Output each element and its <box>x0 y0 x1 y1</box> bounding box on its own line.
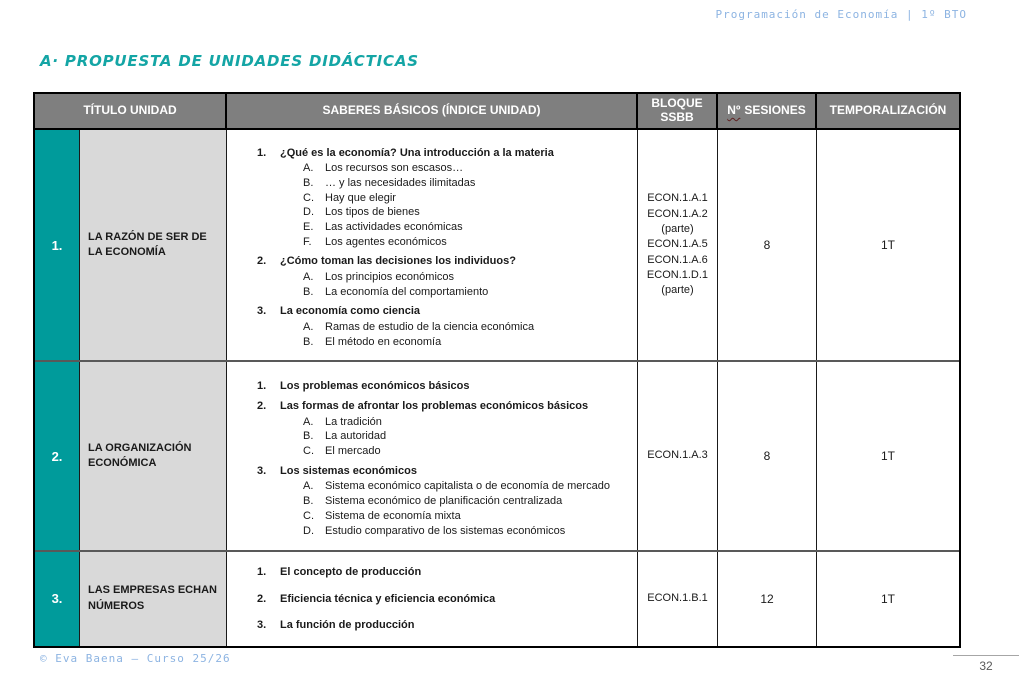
document-running-header <box>715 8 967 21</box>
subtopic-item: A. Ramas de estudio de la ciencia económica <box>303 320 535 333</box>
topic-item: 1. Los problemas económicos básicos <box>257 379 470 392</box>
subtopic-item: A. Los principios económicos <box>303 270 455 283</box>
unit-title: LA RAZÓN DE SER DE LA ECONOMÍA <box>80 130 227 360</box>
subtopic-item: C. El mercado <box>303 445 381 458</box>
unit-topics <box>227 362 638 550</box>
subtopic-item: E. Las actividades económicas <box>303 221 463 233</box>
subtopic-item: B. Sistema económico de planificación centralizada <box>303 495 563 508</box>
unit-bloque <box>638 362 718 550</box>
unit-sesiones: 8 <box>718 130 817 360</box>
unit-title: LA ORGANIZACIÓN ECONÓMICA <box>80 362 227 550</box>
unit-sesiones: 8 <box>718 362 817 550</box>
table-header-row <box>35 94 959 130</box>
bloque-code-line: ECON.1.D.1 <box>646 269 709 282</box>
subtopic-item: C. Hay que elegir <box>303 191 396 204</box>
table-row <box>35 552 959 646</box>
topic-item: 3. La función de producción <box>257 619 415 632</box>
subtopic-item: A. La tradición <box>303 415 382 428</box>
unit-temporalizacion: 1T <box>880 591 895 606</box>
unit-number: 3. <box>35 552 80 646</box>
bloque-header-line2: SSBB <box>660 110 694 124</box>
section-title: A· PROPUESTA DE UNIDADES DIDÁCTICAS <box>40 52 419 70</box>
bloque-header-line1: BLOQUE <box>651 96 703 111</box>
bloque-code-line: ECON.1.A.3 <box>647 449 708 462</box>
topic-item: 1. El concepto de producción <box>257 566 422 578</box>
unit-topics <box>227 130 638 360</box>
subtopic-item: F. Los agentes económicos <box>303 235 447 248</box>
bloque-code-line: ECON.1.A.1 <box>647 192 708 205</box>
subtopic-item: A. Sistema económico capitalista o de economía de mercado <box>303 480 610 493</box>
subtopic-item: B. La economía del comportamiento <box>303 285 489 298</box>
column-header-saberes-basicos: SABERES BÁSICOS (ÍNDICE UNIDAD) <box>227 94 638 128</box>
subtopic-item: D. Estudio comparativo de los sistemas económicos <box>303 524 566 537</box>
spellcheck-squiggle-text: Nº <box>727 103 741 118</box>
column-header-titulo-unidad: TÍTULO UNIDAD <box>35 94 227 128</box>
bloque-code-line: (parte) <box>661 284 694 297</box>
subtopic-item: C. Sistema de economía mixta <box>303 509 461 522</box>
table-row <box>35 130 959 362</box>
unit-title: LAS EMPRESAS ECHAN NÚMEROS <box>80 552 227 646</box>
column-header-num-sesiones <box>718 94 817 128</box>
unit-temporalizacion: 1T <box>880 449 895 463</box>
unit-bloque <box>638 130 718 360</box>
bloque-code-line: ECON.1.A.2 <box>647 207 708 220</box>
doc-title: Programación de Economía | 1º BTO <box>715 8 967 21</box>
unit-number: 2. <box>35 362 80 550</box>
unit-number: 1. <box>35 130 80 360</box>
sesiones-header-label: SESIONES <box>744 103 806 118</box>
topic-item: 2. ¿Cómo toman las decisiones los individuos? <box>257 255 516 268</box>
bloque-code-line: ECON.1.B.1 <box>647 592 708 605</box>
subtopic-item: B. La autoridad <box>303 430 387 443</box>
units-table <box>33 92 961 648</box>
topic-item: 2. Eficiencia técnica y eficiencia económica <box>257 592 496 605</box>
unit-temporalizacion: 1T <box>880 238 895 252</box>
topic-item: 2. Las formas de afrontar los problemas económicos básicos <box>257 400 589 413</box>
units-table-body <box>35 130 959 646</box>
page-number: 32 <box>953 655 1019 673</box>
subtopic-item: A. Los recursos son escasos… <box>303 162 464 175</box>
topic-item: 3. Los sistemas económicos <box>257 464 417 477</box>
subtopic-item: B. … y las necesidades ilimitadas <box>303 176 476 189</box>
bloque-code-line: ECON.1.A.5 <box>647 238 708 251</box>
column-header-temporalizacion: TEMPORALIZACIÓN <box>829 103 947 118</box>
topic-item: 1. ¿Qué es la economía? Una introducción a la materia <box>257 146 554 159</box>
subtopic-item: B. El método en economía <box>303 335 442 348</box>
footer-credit: © Eva Baena – Curso 25/26 <box>40 652 231 665</box>
subtopic-item: D. Los tipos de bienes <box>303 206 420 219</box>
bloque-code-line: ECON.1.A.6 <box>647 253 708 266</box>
topic-item: 3. La economía como ciencia <box>257 305 420 318</box>
column-header-bloque-ssbb <box>638 94 718 128</box>
unit-bloque <box>638 552 718 646</box>
bloque-code-line: (parte) <box>661 222 694 235</box>
table-row <box>35 362 959 552</box>
unit-topics <box>227 552 638 646</box>
unit-sesiones: 12 <box>718 552 817 646</box>
